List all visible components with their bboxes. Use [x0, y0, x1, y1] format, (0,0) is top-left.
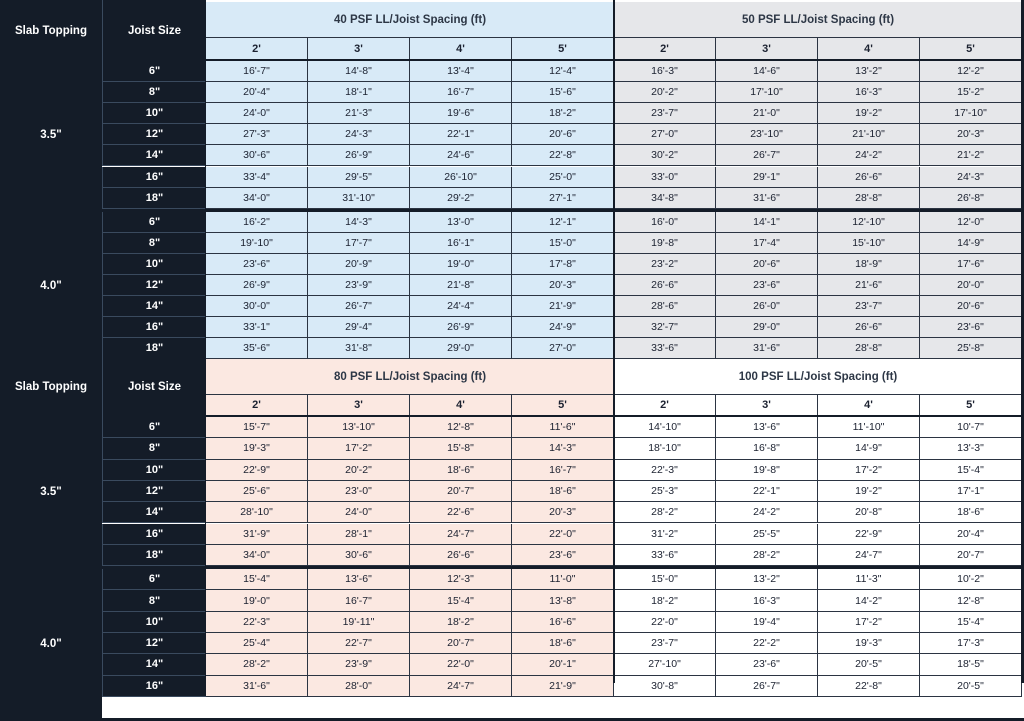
spacing-header: 5' [920, 38, 1022, 59]
spacing-header: 5' [512, 38, 614, 59]
span-value-cell: 14'-3" [512, 438, 614, 459]
span-value-cell: 31'-9" [206, 524, 308, 545]
joist-size-cell: 10" [102, 612, 206, 633]
span-value-cell: 26'-6" [614, 275, 716, 296]
span-value-cell: 30'-6" [308, 545, 410, 566]
span-value-cell: 17'-4" [716, 233, 818, 254]
span-value-cell: 22'-1" [410, 124, 512, 145]
span-value-cell: 22'-1" [716, 481, 818, 502]
span-value-cell: 28'-2" [614, 502, 716, 523]
span-value-cell: 20'-8" [818, 502, 920, 523]
span-value-cell: 17'-1" [920, 481, 1022, 502]
span-value-cell: 33'-4" [206, 167, 308, 188]
span-value-cell: 26'-10" [410, 167, 512, 188]
span-value-cell: 25'-3" [614, 481, 716, 502]
span-value-cell: 15'-8" [410, 438, 512, 459]
span-value-cell: 16'-7" [308, 590, 410, 611]
span-value-cell: 20'-2" [308, 460, 410, 481]
span-value-cell: 11'-10" [818, 417, 920, 438]
span-value-cell: 16'-7" [512, 460, 614, 481]
span-value-cell: 15'-4" [410, 590, 512, 611]
span-value-cell: 18'-6" [512, 633, 614, 654]
span-value-cell: 18'-10" [614, 438, 716, 459]
span-value-cell: 22'-0" [614, 612, 716, 633]
divider [613, 0, 615, 683]
span-value-cell: 12'-3" [410, 569, 512, 590]
span-value-cell: 22'-0" [512, 524, 614, 545]
span-value-cell: 15'-0" [512, 233, 614, 254]
joist-size-cell: 6" [102, 212, 206, 233]
span-value-cell: 26'-9" [206, 275, 308, 296]
spacing-header: 2' [614, 38, 716, 59]
span-value-cell: 14'-2" [818, 590, 920, 611]
load-group-title: 50 PSF LL/Joist Spacing (ft) [614, 2, 1022, 38]
span-value-cell: 17'-2" [308, 438, 410, 459]
span-value-cell: 23'-7" [614, 103, 716, 124]
divider [205, 0, 206, 683]
span-value-cell: 19'-8" [614, 233, 716, 254]
span-value-cell: 13'-8" [512, 590, 614, 611]
load-group-title: 100 PSF LL/Joist Spacing (ft) [614, 359, 1022, 395]
span-value-cell: 25'-4" [206, 633, 308, 654]
span-value-cell: 21'-9" [512, 676, 614, 697]
span-value-cell: 17'-7" [308, 233, 410, 254]
slab-topping-value: 3.5" [0, 61, 102, 209]
span-value-cell: 20'-7" [410, 481, 512, 502]
joist-size-header: Joist Size [102, 357, 206, 417]
span-value-cell: 26'-8" [920, 188, 1022, 209]
span-value-cell: 16'-6" [512, 612, 614, 633]
span-value-cell: 28'-10" [206, 502, 308, 523]
spacing-header: 3' [716, 395, 818, 415]
span-value-cell: 15'-4" [920, 460, 1022, 481]
span-value-cell: 13'-2" [716, 569, 818, 590]
span-value-cell: 29'-4" [308, 317, 410, 338]
span-value-cell: 19'-2" [818, 481, 920, 502]
span-value-cell: 19'-3" [818, 633, 920, 654]
load-group-title: 40 PSF LL/Joist Spacing (ft) [206, 2, 614, 38]
span-value-cell: 18'-1" [308, 82, 410, 103]
span-value-cell: 18'-2" [410, 612, 512, 633]
span-value-cell: 22'-0" [410, 654, 512, 675]
span-value-cell: 20'-3" [920, 124, 1022, 145]
joist-size-cell: 14" [102, 654, 206, 675]
joist-size-cell: 12" [102, 124, 206, 145]
span-value-cell: 24'-0" [206, 103, 308, 124]
span-value-cell: 20'-6" [920, 296, 1022, 317]
span-value-cell: 23'-7" [614, 633, 716, 654]
span-value-cell: 24'-9" [512, 317, 614, 338]
span-value-cell: 16'-8" [716, 438, 818, 459]
span-value-cell: 16'-1" [410, 233, 512, 254]
span-value-cell: 29'-0" [716, 317, 818, 338]
span-value-cell: 20'-6" [716, 254, 818, 275]
joist-size-cell: 16" [102, 317, 206, 338]
slab-topping-value: 3.5" [0, 417, 102, 566]
span-value-cell: 26'-6" [818, 317, 920, 338]
spacing-header: 5' [512, 395, 614, 415]
joist-size-cell: 6" [102, 61, 206, 82]
span-value-cell: 21'-3" [308, 103, 410, 124]
joist-size-cell: 12" [102, 481, 206, 502]
span-value-cell: 19'-8" [716, 460, 818, 481]
span-value-cell: 13'-3" [920, 438, 1022, 459]
span-value-cell: 16'-3" [818, 82, 920, 103]
span-value-cell: 31'-6" [716, 188, 818, 209]
span-value-cell: 19'-2" [818, 103, 920, 124]
span-value-cell: 20'-6" [512, 124, 614, 145]
span-value-cell: 20'-7" [920, 545, 1022, 566]
span-value-cell: 14'-1" [716, 212, 818, 233]
spacing-header: 4' [818, 395, 920, 415]
span-value-cell: 23'-10" [716, 124, 818, 145]
joist-size-cell: 12" [102, 275, 206, 296]
span-value-cell: 19'-4" [716, 612, 818, 633]
span-value-cell: 19'-0" [410, 254, 512, 275]
span-value-cell: 16'-0" [614, 212, 716, 233]
span-value-cell: 14'-6" [716, 61, 818, 82]
span-value-cell: 22'-3" [614, 460, 716, 481]
span-value-cell: 15'-6" [512, 82, 614, 103]
span-value-cell: 21'-10" [818, 124, 920, 145]
joist-size-cell: 16" [102, 524, 206, 545]
span-value-cell: 31'-8" [308, 338, 410, 359]
span-value-cell: 12'-4" [512, 61, 614, 82]
slab-topping-value: 4.0" [0, 569, 102, 718]
span-value-cell: 12'-10" [818, 212, 920, 233]
span-value-cell: 21'-9" [512, 296, 614, 317]
span-value-cell: 13'-6" [308, 569, 410, 590]
span-value-cell: 23'-6" [920, 317, 1022, 338]
span-value-cell: 22'-2" [716, 633, 818, 654]
span-value-cell: 30'-6" [206, 145, 308, 166]
span-value-cell: 31'-2" [614, 524, 716, 545]
span-value-cell: 14'-9" [920, 233, 1022, 254]
span-value-cell: 15'-7" [206, 417, 308, 438]
span-value-cell: 12'-8" [410, 417, 512, 438]
span-value-cell: 25'-5" [716, 524, 818, 545]
span-value-cell: 13'-2" [818, 61, 920, 82]
joist-size-cell: 10" [102, 103, 206, 124]
span-value-cell: 22'-7" [308, 633, 410, 654]
span-value-cell: 13'-4" [410, 61, 512, 82]
span-value-cell: 28'-6" [614, 296, 716, 317]
span-value-cell: 15'-0" [614, 569, 716, 590]
span-value-cell: 16'-2" [206, 212, 308, 233]
span-value-cell: 22'-9" [206, 460, 308, 481]
span-value-cell: 26'-6" [818, 167, 920, 188]
spacing-header: 2' [206, 38, 308, 59]
span-value-cell: 24'-3" [308, 124, 410, 145]
spacing-header: 5' [920, 395, 1022, 415]
span-value-cell: 17'-10" [716, 82, 818, 103]
spacing-header: 2' [614, 395, 716, 415]
joist-size-cell: 18" [102, 338, 206, 359]
joist-size-cell: 16" [102, 167, 206, 188]
span-value-cell: 17'-10" [920, 103, 1022, 124]
span-value-cell: 22'-9" [818, 524, 920, 545]
span-value-cell: 26'-9" [308, 145, 410, 166]
span-value-cell: 21'-2" [920, 145, 1022, 166]
span-value-cell: 34'-8" [614, 188, 716, 209]
span-value-cell: 12'-0" [920, 212, 1022, 233]
span-value-cell: 24'-0" [308, 502, 410, 523]
span-value-cell: 13'-10" [308, 417, 410, 438]
span-value-cell: 31'-10" [308, 188, 410, 209]
spacing-header: 3' [308, 395, 410, 415]
span-value-cell: 27'-10" [614, 654, 716, 675]
span-value-cell: 19'-10" [206, 233, 308, 254]
span-value-cell: 35'-6" [206, 338, 308, 359]
span-value-cell: 20'-5" [920, 676, 1022, 697]
span-value-cell: 29'-5" [308, 167, 410, 188]
span-value-cell: 29'-1" [716, 167, 818, 188]
span-value-cell: 27'-0" [614, 124, 716, 145]
span-value-cell: 22'-3" [206, 612, 308, 633]
span-value-cell: 16'-3" [614, 61, 716, 82]
span-value-cell: 14'-8" [308, 61, 410, 82]
span-value-cell: 18'-6" [920, 502, 1022, 523]
span-value-cell: 22'-8" [818, 676, 920, 697]
span-value-cell: 20'-5" [818, 654, 920, 675]
span-value-cell: 28'-2" [716, 545, 818, 566]
span-value-cell: 19'-6" [410, 103, 512, 124]
span-value-cell: 22'-6" [410, 502, 512, 523]
span-value-cell: 26'-7" [308, 296, 410, 317]
joist-size-cell: 8" [102, 590, 206, 611]
span-value-cell: 16'-7" [410, 82, 512, 103]
span-value-cell: 28'-8" [818, 338, 920, 359]
span-value-cell: 17'-6" [920, 254, 1022, 275]
span-value-cell: 17'-8" [512, 254, 614, 275]
span-value-cell: 24'-2" [716, 502, 818, 523]
span-value-cell: 33'-0" [614, 167, 716, 188]
span-value-cell: 15'-4" [206, 569, 308, 590]
span-value-cell: 18'-5" [920, 654, 1022, 675]
span-value-cell: 24'-6" [410, 145, 512, 166]
span-value-cell: 31'-6" [206, 676, 308, 697]
joist-size-cell: 10" [102, 460, 206, 481]
span-value-cell: 17'-2" [818, 460, 920, 481]
span-value-cell: 20'-7" [410, 633, 512, 654]
span-value-cell: 13'-6" [716, 417, 818, 438]
span-value-cell: 18'-6" [410, 460, 512, 481]
span-value-cell: 33'-6" [614, 545, 716, 566]
span-value-cell: 34'-0" [206, 545, 308, 566]
spacing-header: 3' [308, 38, 410, 59]
span-value-cell: 23'-6" [716, 654, 818, 675]
slab-topping-header: Slab Topping [0, 357, 102, 417]
span-value-cell: 28'-8" [818, 188, 920, 209]
span-value-cell: 11'-3" [818, 569, 920, 590]
span-value-cell: 30'-8" [614, 676, 716, 697]
span-value-cell: 15'-2" [920, 82, 1022, 103]
span-value-cell: 26'-6" [410, 545, 512, 566]
span-value-cell: 11'-6" [512, 417, 614, 438]
joist-size-cell: 8" [102, 82, 206, 103]
span-value-cell: 25'-6" [206, 481, 308, 502]
span-value-cell: 15'-4" [920, 612, 1022, 633]
joist-size-cell: 16" [102, 676, 206, 697]
span-value-cell: 10'-2" [920, 569, 1022, 590]
span-value-cell: 19'-11" [308, 612, 410, 633]
span-value-cell: 20'-1" [512, 654, 614, 675]
span-value-cell: 23'-7" [818, 296, 920, 317]
load-group-title: 80 PSF LL/Joist Spacing (ft) [206, 359, 614, 395]
spacing-header: 4' [410, 395, 512, 415]
span-value-cell: 23'-2" [614, 254, 716, 275]
joist-size-cell: 10" [102, 254, 206, 275]
divider [206, 59, 1024, 61]
span-value-cell: 24'-7" [818, 545, 920, 566]
span-value-cell: 18'-2" [512, 103, 614, 124]
spacing-header: 4' [818, 38, 920, 59]
span-value-cell: 24'-7" [410, 676, 512, 697]
span-value-cell: 19'-0" [206, 590, 308, 611]
span-value-cell: 26'-7" [716, 145, 818, 166]
span-value-cell: 16'-7" [206, 61, 308, 82]
span-value-cell: 30'-0" [206, 296, 308, 317]
span-value-cell: 21'-6" [818, 275, 920, 296]
span-value-cell: 17'-3" [920, 633, 1022, 654]
span-value-cell: 20'-4" [206, 82, 308, 103]
span-value-cell: 23'-9" [308, 654, 410, 675]
span-value-cell: 23'-6" [206, 254, 308, 275]
spacing-header: 3' [716, 38, 818, 59]
span-value-cell: 28'-2" [206, 654, 308, 675]
span-value-cell: 24'-3" [920, 167, 1022, 188]
span-value-cell: 16'-3" [716, 590, 818, 611]
span-value-cell: 15'-10" [818, 233, 920, 254]
span-value-cell: 24'-4" [410, 296, 512, 317]
span-value-cell: 20'-4" [920, 524, 1022, 545]
span-value-cell: 27'-1" [512, 188, 614, 209]
span-value-cell: 34'-0" [206, 188, 308, 209]
span-value-cell: 18'-9" [818, 254, 920, 275]
joist-size-cell: 14" [102, 145, 206, 166]
span-value-cell: 32'-7" [614, 317, 716, 338]
joist-size-cell: 18" [102, 545, 206, 566]
joist-size-header: Joist Size [102, 0, 206, 61]
span-value-cell: 20'-2" [614, 82, 716, 103]
span-value-cell: 12'-2" [920, 61, 1022, 82]
span-value-cell: 11'-0" [512, 569, 614, 590]
span-value-cell: 23'-9" [308, 275, 410, 296]
slab-topping-value: 4.0" [0, 212, 102, 360]
span-value-cell: 17'-2" [818, 612, 920, 633]
joist-size-cell: 18" [102, 188, 206, 209]
span-value-cell: 25'-0" [512, 167, 614, 188]
joist-size-cell: 12" [102, 633, 206, 654]
joist-size-cell: 14" [102, 296, 206, 317]
slab-topping-header: Slab Topping [0, 0, 102, 61]
span-value-cell: 13'-0" [410, 212, 512, 233]
span-value-cell: 14'-3" [308, 212, 410, 233]
span-value-cell: 31'-6" [716, 338, 818, 359]
span-value-cell: 14'-10" [614, 417, 716, 438]
span-value-cell: 33'-1" [206, 317, 308, 338]
span-value-cell: 21'-8" [410, 275, 512, 296]
span-value-cell: 19'-3" [206, 438, 308, 459]
span-value-cell: 18'-2" [614, 590, 716, 611]
span-value-cell: 20'-9" [308, 254, 410, 275]
span-value-cell: 29'-0" [410, 338, 512, 359]
span-value-cell: 30'-2" [614, 145, 716, 166]
span-value-cell: 24'-7" [410, 524, 512, 545]
span-value-cell: 29'-2" [410, 188, 512, 209]
span-value-cell: 22'-8" [512, 145, 614, 166]
divider [206, 415, 1024, 417]
spacing-header: 2' [206, 395, 308, 415]
span-value-cell: 12'-1" [512, 212, 614, 233]
joist-size-cell: 6" [102, 569, 206, 590]
span-value-cell: 26'-7" [716, 676, 818, 697]
span-value-cell: 27'-3" [206, 124, 308, 145]
span-value-cell: 10'-7" [920, 417, 1022, 438]
span-value-cell: 24'-2" [818, 145, 920, 166]
span-value-cell: 14'-9" [818, 438, 920, 459]
span-value-cell: 23'-6" [716, 275, 818, 296]
joist-size-cell: 8" [102, 438, 206, 459]
joist-size-cell: 6" [102, 417, 206, 438]
span-value-cell: 28'-1" [308, 524, 410, 545]
spacing-header: 4' [410, 38, 512, 59]
span-value-cell: 23'-6" [512, 545, 614, 566]
span-value-cell: 12'-8" [920, 590, 1022, 611]
span-value-cell: 28'-0" [308, 676, 410, 697]
span-value-cell: 18'-6" [512, 481, 614, 502]
span-value-cell: 26'-0" [716, 296, 818, 317]
joist-size-cell: 8" [102, 233, 206, 254]
span-value-cell: 21'-0" [716, 103, 818, 124]
span-value-cell: 27'-0" [512, 338, 614, 359]
span-value-cell: 33'-6" [614, 338, 716, 359]
span-value-cell: 23'-0" [308, 481, 410, 502]
span-value-cell: 25'-8" [920, 338, 1022, 359]
span-value-cell: 26'-9" [410, 317, 512, 338]
span-value-cell: 20'-0" [920, 275, 1022, 296]
joist-size-cell: 14" [102, 502, 206, 523]
span-value-cell: 20'-3" [512, 275, 614, 296]
span-value-cell: 20'-3" [512, 502, 614, 523]
